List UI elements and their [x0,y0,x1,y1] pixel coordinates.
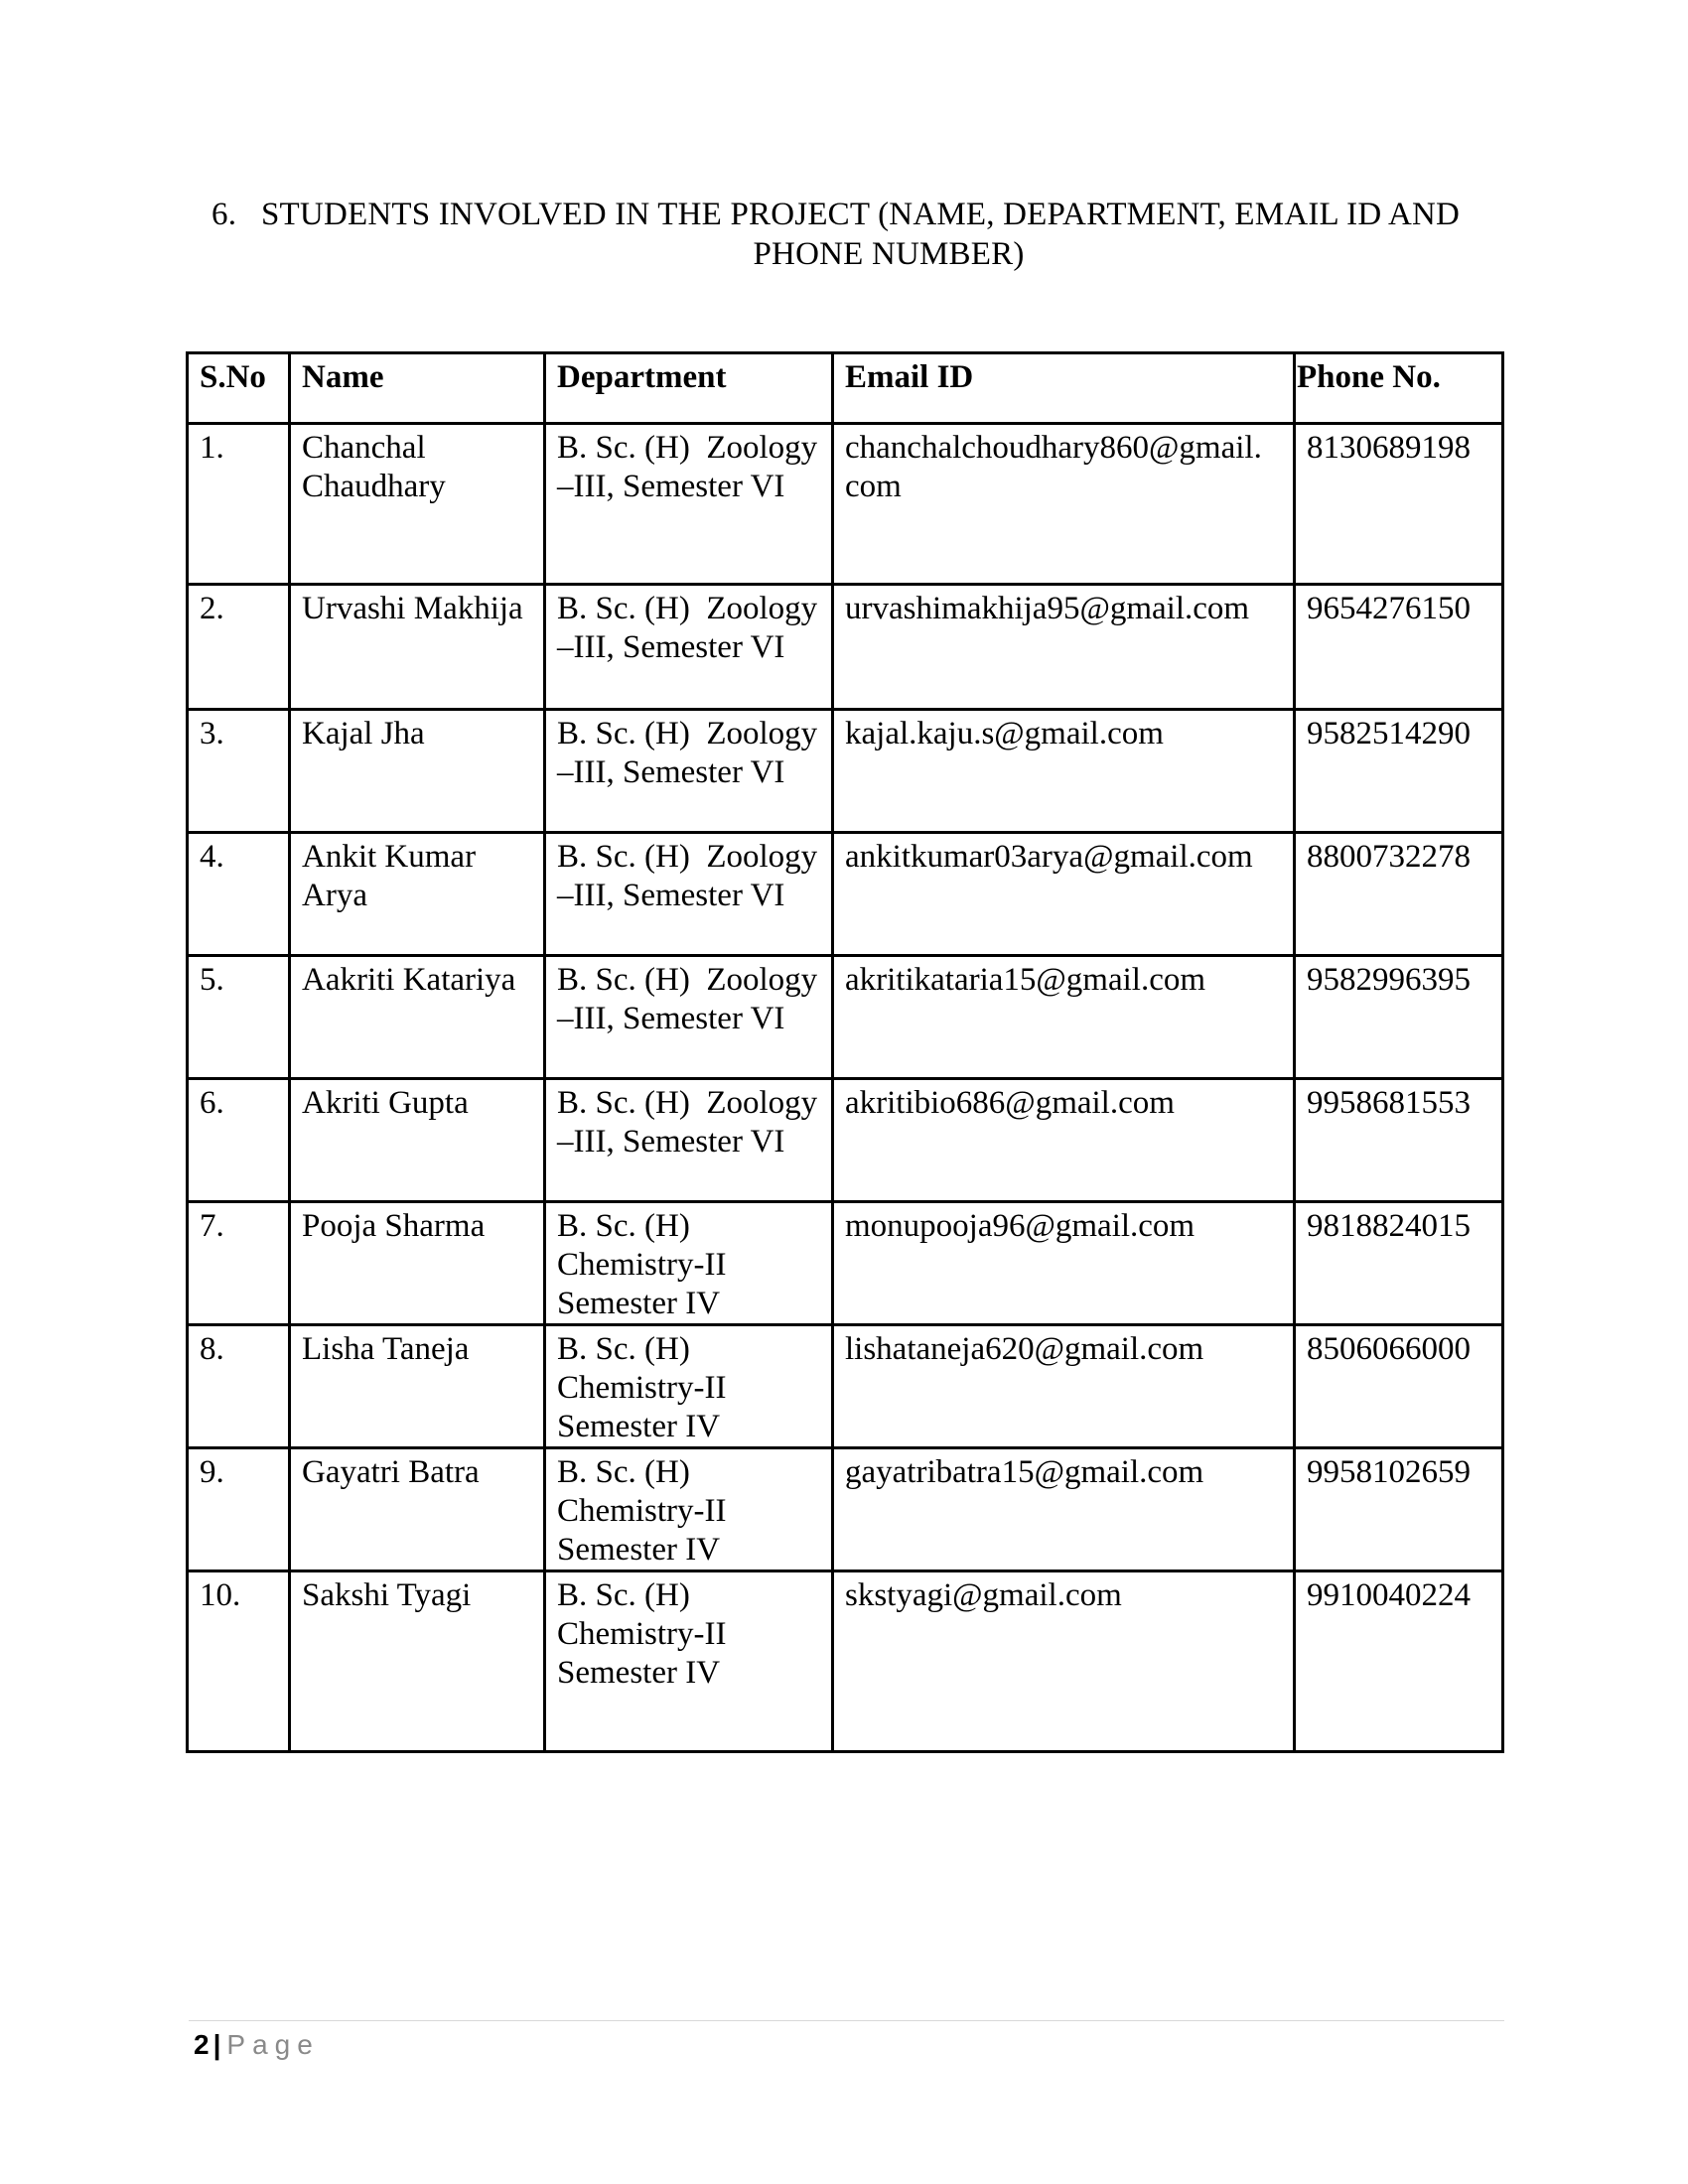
cell-email [833,1571,1295,1752]
cell-email [833,424,1295,585]
dept-line: Chemistry-II [557,1247,727,1283]
cell-phone: 8130689198 [1295,424,1503,585]
cell-department [545,1325,833,1448]
dept-line: Chemistry-II [557,1493,727,1529]
cell-department [545,710,833,833]
dept-line: –III, Semester VI [557,1124,785,1160]
header-sno: S.No [188,353,290,424]
cell-email [833,585,1295,710]
cell-phone: 9958102659 [1295,1448,1503,1571]
cell-email [833,956,1295,1079]
name-line: Pooja Sharma [302,1208,486,1244]
name-line: Kajal Jha [302,716,425,751]
cell-email [833,1448,1295,1571]
table-row [188,585,1503,710]
dept-line: Semester IV [557,1532,721,1568]
dept-line: –III, Semester VI [557,629,785,665]
email-line: monupooja96@gmail.com [845,1208,1196,1244]
cell-department [545,1202,833,1325]
footer-divider [189,2020,1504,2021]
email-line: kajal.kaju.s@gmail.com [845,716,1164,751]
cell-sno: 3. [188,710,290,833]
table-row [188,710,1503,833]
students-table [186,351,1504,1753]
dept-line: Chemistry-II [557,1370,727,1406]
heading-text-1: STUDENTS INVOLVED IN THE PROJECT (NAME, DEPARTMENT, EMAIL ID AND [261,197,1461,232]
dept-line: Semester IV [557,1655,721,1691]
cell-email [833,710,1295,833]
cell-name [290,1325,545,1448]
cell-phone: 9818824015 [1295,1202,1503,1325]
email-line: akritibio686@gmail.com [845,1085,1175,1121]
cell-name [290,585,545,710]
heading-number: 6. [211,197,237,232]
table-row [188,956,1503,1079]
heading-line-2: PHONE NUMBER) [753,236,1025,272]
cell-email [833,1202,1295,1325]
dept-line: –III, Semester VI [557,469,785,504]
table-row [188,833,1503,956]
cell-sno: 10. [188,1571,290,1752]
cell-phone: 9910040224 [1295,1571,1503,1752]
cell-sno: 2. [188,585,290,710]
cell-department [545,1079,833,1202]
name-line: Chanchal [302,430,426,466]
cell-phone: 9654276150 [1295,585,1503,710]
table-row [188,1202,1503,1325]
dept-line: B. Sc. (H) Zoology [557,839,818,875]
dept-line: B. Sc. (H) Zoology [557,962,818,998]
header-name: Name [290,353,545,424]
name-line: Chaudhary [302,469,446,504]
cell-department [545,956,833,1079]
cell-department [545,424,833,585]
heading-line-1 [189,195,1509,234]
dept-line: B. Sc. (H) Zoology [557,716,818,751]
dept-line: –III, Semester VI [557,1001,785,1036]
email-line: com [845,469,902,504]
dept-line: B. Sc. (H) [557,1577,690,1613]
cell-department [545,1448,833,1571]
cell-email [833,1325,1295,1448]
name-line: Aakriti Katariya [302,962,516,998]
email-line: ankitkumar03arya@gmail.com [845,839,1253,875]
cell-department [545,1571,833,1752]
page-label: Page [226,2029,320,2060]
dept-line: Chemistry-II [557,1616,727,1652]
cell-sno: 4. [188,833,290,956]
cell-department [545,585,833,710]
header-email: Email ID [833,353,1295,424]
cell-name [290,1079,545,1202]
email-line: lishataneja620@gmail.com [845,1331,1204,1367]
dept-line: –III, Semester VI [557,754,785,790]
name-line: Arya [302,878,367,913]
dept-line: B. Sc. (H) [557,1331,690,1367]
name-line: Sakshi Tyagi [302,1577,472,1613]
cell-name [290,1202,545,1325]
header-phone: Phone No. [1295,353,1503,424]
cell-sno: 5. [188,956,290,1079]
cell-sno: 7. [188,1202,290,1325]
name-line: Ankit Kumar [302,839,477,875]
cell-sno: 6. [188,1079,290,1202]
cell-email [833,833,1295,956]
dept-line: B. Sc. (H) Zoology [557,430,818,466]
cell-name [290,1571,545,1752]
table-row [188,1325,1503,1448]
dept-line: B. Sc. (H) [557,1454,690,1490]
name-line: Lisha Taneja [302,1331,470,1367]
email-line: skstyagi@gmail.com [845,1577,1122,1613]
cell-email [833,1079,1295,1202]
email-line: urvashimakhija95@gmail.com [845,591,1250,626]
cell-name [290,424,545,585]
email-line: gayatribatra15@gmail.com [845,1454,1204,1490]
dept-line: –III, Semester VI [557,878,785,913]
table-row [188,1571,1503,1752]
name-line: Akriti Gupta [302,1085,469,1121]
table-header-row [188,353,1503,424]
cell-name [290,833,545,956]
header-department: Department [545,353,833,424]
email-line: chanchalchoudhary860@gmail. [845,430,1262,466]
footer-separator: | [212,2029,221,2060]
dept-line: B. Sc. (H) [557,1208,690,1244]
table-row [188,424,1503,585]
dept-line: B. Sc. (H) Zoology [557,591,818,626]
cell-sno: 1. [188,424,290,585]
cell-name [290,1448,545,1571]
cell-department [545,833,833,956]
cell-phone: 9582514290 [1295,710,1503,833]
table-row [188,1079,1503,1202]
dept-line: Semester IV [557,1409,721,1444]
cell-name [290,956,545,1079]
cell-phone: 9582996395 [1295,956,1503,1079]
table-row [188,1448,1503,1571]
page-footer [194,2028,320,2062]
name-line: Gayatri Batra [302,1454,480,1490]
cell-sno: 9. [188,1448,290,1571]
name-line: Urvashi Makhija [302,591,523,626]
cell-name [290,710,545,833]
email-line: akritikataria15@gmail.com [845,962,1206,998]
cell-phone: 8506066000 [1295,1325,1503,1448]
cell-phone: 8800732278 [1295,833,1503,956]
cell-sno: 8. [188,1325,290,1448]
page-number: 2 [194,2029,210,2060]
section-heading [189,195,1509,274]
dept-line: B. Sc. (H) Zoology [557,1085,818,1121]
cell-phone: 9958681553 [1295,1079,1503,1202]
dept-line: Semester IV [557,1286,721,1321]
